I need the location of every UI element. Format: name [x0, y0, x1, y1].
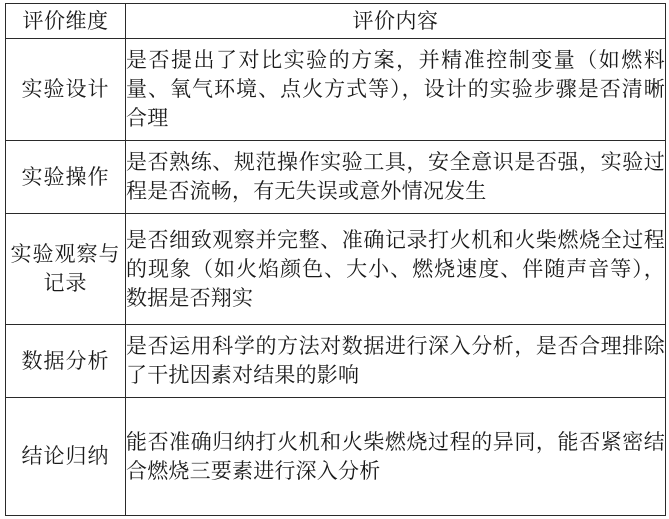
- row-content-observation: 是否细致观察并完整、准确记录打火机和火柴燃烧全过程的现象（如火焰颜色、大小、燃烧速度、伴随声音等），数据是否翔实: [126, 214, 666, 325]
- row-dimension-conclusion: 结论归纳: [6, 398, 126, 516]
- evaluation-rubric-table: [5, 3, 666, 516]
- row-content-design: 是否提出了对比实验的方案，并精准控制变量（如燃料量、氧气环境、点火方式等），设计的实验步骤是否清晰合理: [126, 39, 666, 141]
- table-header-row: [6, 4, 666, 39]
- header-content: 评价内容: [126, 4, 666, 39]
- row-content-analysis: 是否运用科学的方法对数据进行深入分析，是否合理排除了干扰因素对结果的影响: [126, 325, 666, 398]
- row-dimension-design: 实验设计: [6, 39, 126, 141]
- table-row: [6, 141, 666, 214]
- row-dimension-analysis: 数据分析: [6, 325, 126, 398]
- rubric-table-container: [5, 3, 665, 515]
- table-row: [6, 325, 666, 398]
- row-content-conclusion: 能否准确归纳打火机和火柴燃烧过程的异同，能否紧密结合燃烧三要素进行深入分析: [126, 398, 666, 516]
- row-dimension-operation: 实验操作: [6, 141, 126, 214]
- table-row: [6, 214, 666, 325]
- table-row: [6, 39, 666, 141]
- table-row: [6, 398, 666, 516]
- header-dimension: 评价维度: [6, 4, 126, 39]
- row-content-operation: 是否熟练、规范操作实验工具，安全意识是否强，实验过程是否流畅，有无失误或意外情况发生: [126, 141, 666, 214]
- row-dimension-observation: 实验观察与记录: [6, 214, 126, 325]
